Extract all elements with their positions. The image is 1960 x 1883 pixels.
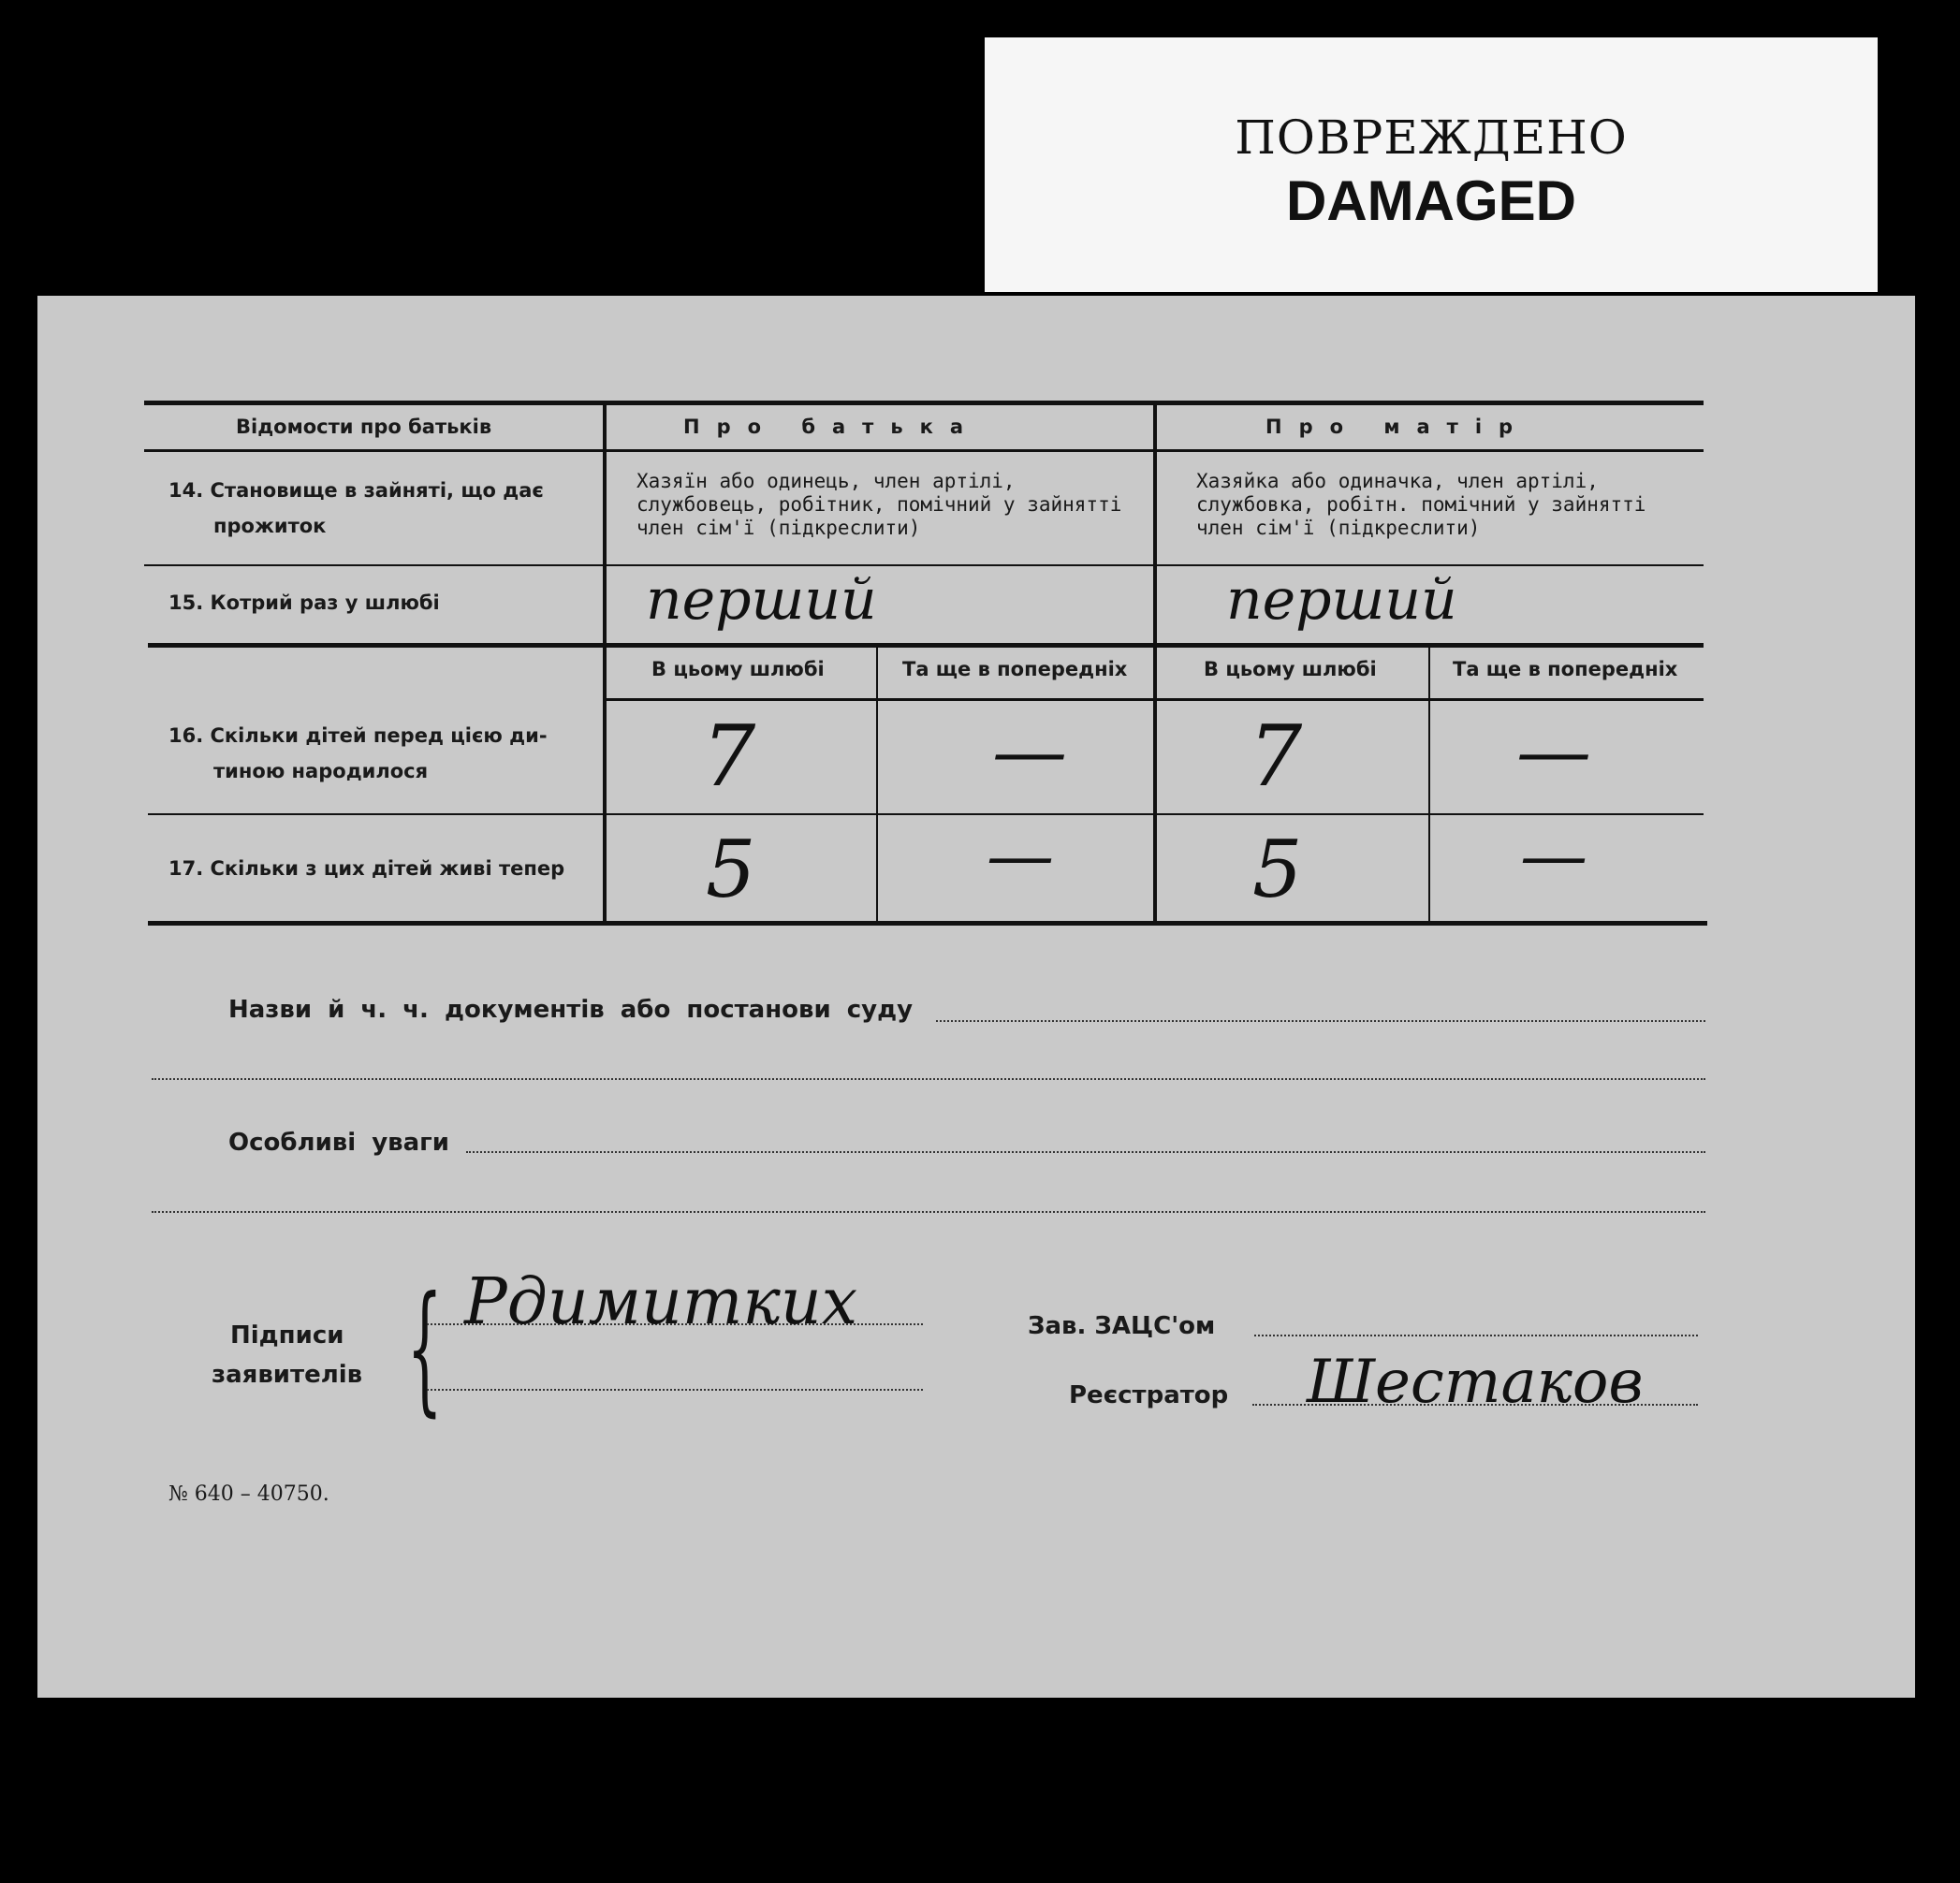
registrar-signature: Шестаков <box>1307 1348 1644 1417</box>
row15-mother-value: перший <box>1226 567 1457 633</box>
signatures-label-line1: Підписи <box>230 1321 344 1350</box>
applicant-signature-line-2 <box>427 1389 923 1391</box>
header-parents-info: Відомости про батьків <box>236 416 492 438</box>
damaged-text-en: DAMAGED <box>1286 169 1576 232</box>
col-divider-mother-sub <box>1428 646 1430 923</box>
damaged-text-ru: ПОВРЕЖДЕНО <box>1235 110 1628 165</box>
remarks-line-2 <box>152 1211 1705 1213</box>
form-number: № 640 – 40750. <box>168 1482 329 1506</box>
col-divider-father-sub <box>876 646 878 923</box>
subheader-father-this-marriage: В цьому шлюбі <box>651 658 825 680</box>
row16-mother-this: 7 <box>1249 708 1303 806</box>
row15-father-value: перший <box>646 567 877 633</box>
row14-mother-options: Хазяйка або одиначка, член артілі, службовка, робітн. помічний у зайнятті член сім'ї (підкреслити) <box>1196 470 1646 539</box>
row14-rule <box>144 564 1704 566</box>
documents-label: Назви й ч. ч. документів або постанови суду <box>228 996 914 1024</box>
row14-father-options: Хазяїн або одинець, член артілі, службовець, робітник, помічний у зайнятті член сім'ї (підкреслити) <box>636 470 1122 539</box>
table-top-rule <box>144 401 1704 405</box>
row16-mother-prev: — <box>1516 708 1591 795</box>
row17-mother-prev: — <box>1520 816 1587 895</box>
record-card <box>37 296 1915 1698</box>
remarks-label: Особливі уваги <box>228 1129 449 1157</box>
remarks-line-1 <box>466 1151 1705 1153</box>
row14-label-line2: прожиток <box>213 515 327 537</box>
table-bottom-rule <box>148 921 1707 926</box>
row15-rule <box>148 643 1704 648</box>
documents-line-2 <box>152 1078 1705 1080</box>
row16-father-this: 7 <box>702 708 756 806</box>
row17-father-prev: — <box>987 816 1054 895</box>
documents-line-1 <box>936 1020 1705 1022</box>
row16-father-prev: — <box>992 708 1067 795</box>
row16-rule <box>148 813 1704 815</box>
damaged-stamp-label <box>985 37 1878 292</box>
signatures-label-line2: заявителів <box>212 1361 363 1389</box>
subheader-mother-this-marriage: В цьому шлюбі <box>1204 658 1377 680</box>
row17-father-this: 5 <box>706 824 756 915</box>
row15-label: 15. Котрий раз у шлюбі <box>168 591 440 614</box>
col-divider-1 <box>603 402 607 923</box>
subheader-mother-previous: Та ще в попередніх <box>1453 658 1678 680</box>
signatures-brace: { <box>406 1267 443 1430</box>
row14-label-line1: 14. Становище в зайняті, що дає <box>168 479 544 502</box>
header-father: Про батька <box>683 416 981 438</box>
row16-label-line1: 16. Скільки дітей перед цією ди- <box>168 724 548 747</box>
row16-label-line2: тиною народилося <box>213 760 429 782</box>
applicant-signature: Рдимитких <box>464 1265 858 1339</box>
header-mother: Про матір <box>1265 416 1530 438</box>
row17-mother-this: 5 <box>1252 824 1303 915</box>
col-divider-2 <box>1153 402 1157 923</box>
registrar-label: Реєстратор <box>1069 1381 1229 1409</box>
head-label: Зав. ЗАЦС'ом <box>1028 1312 1216 1340</box>
header-rule <box>144 449 1704 452</box>
head-signature-line <box>1254 1335 1698 1336</box>
row17-label: 17. Скільки з цих дітей живі тепер <box>168 857 565 880</box>
parents-info-form <box>37 296 1915 1698</box>
subheader-father-previous: Та ще в попередніх <box>902 658 1128 680</box>
